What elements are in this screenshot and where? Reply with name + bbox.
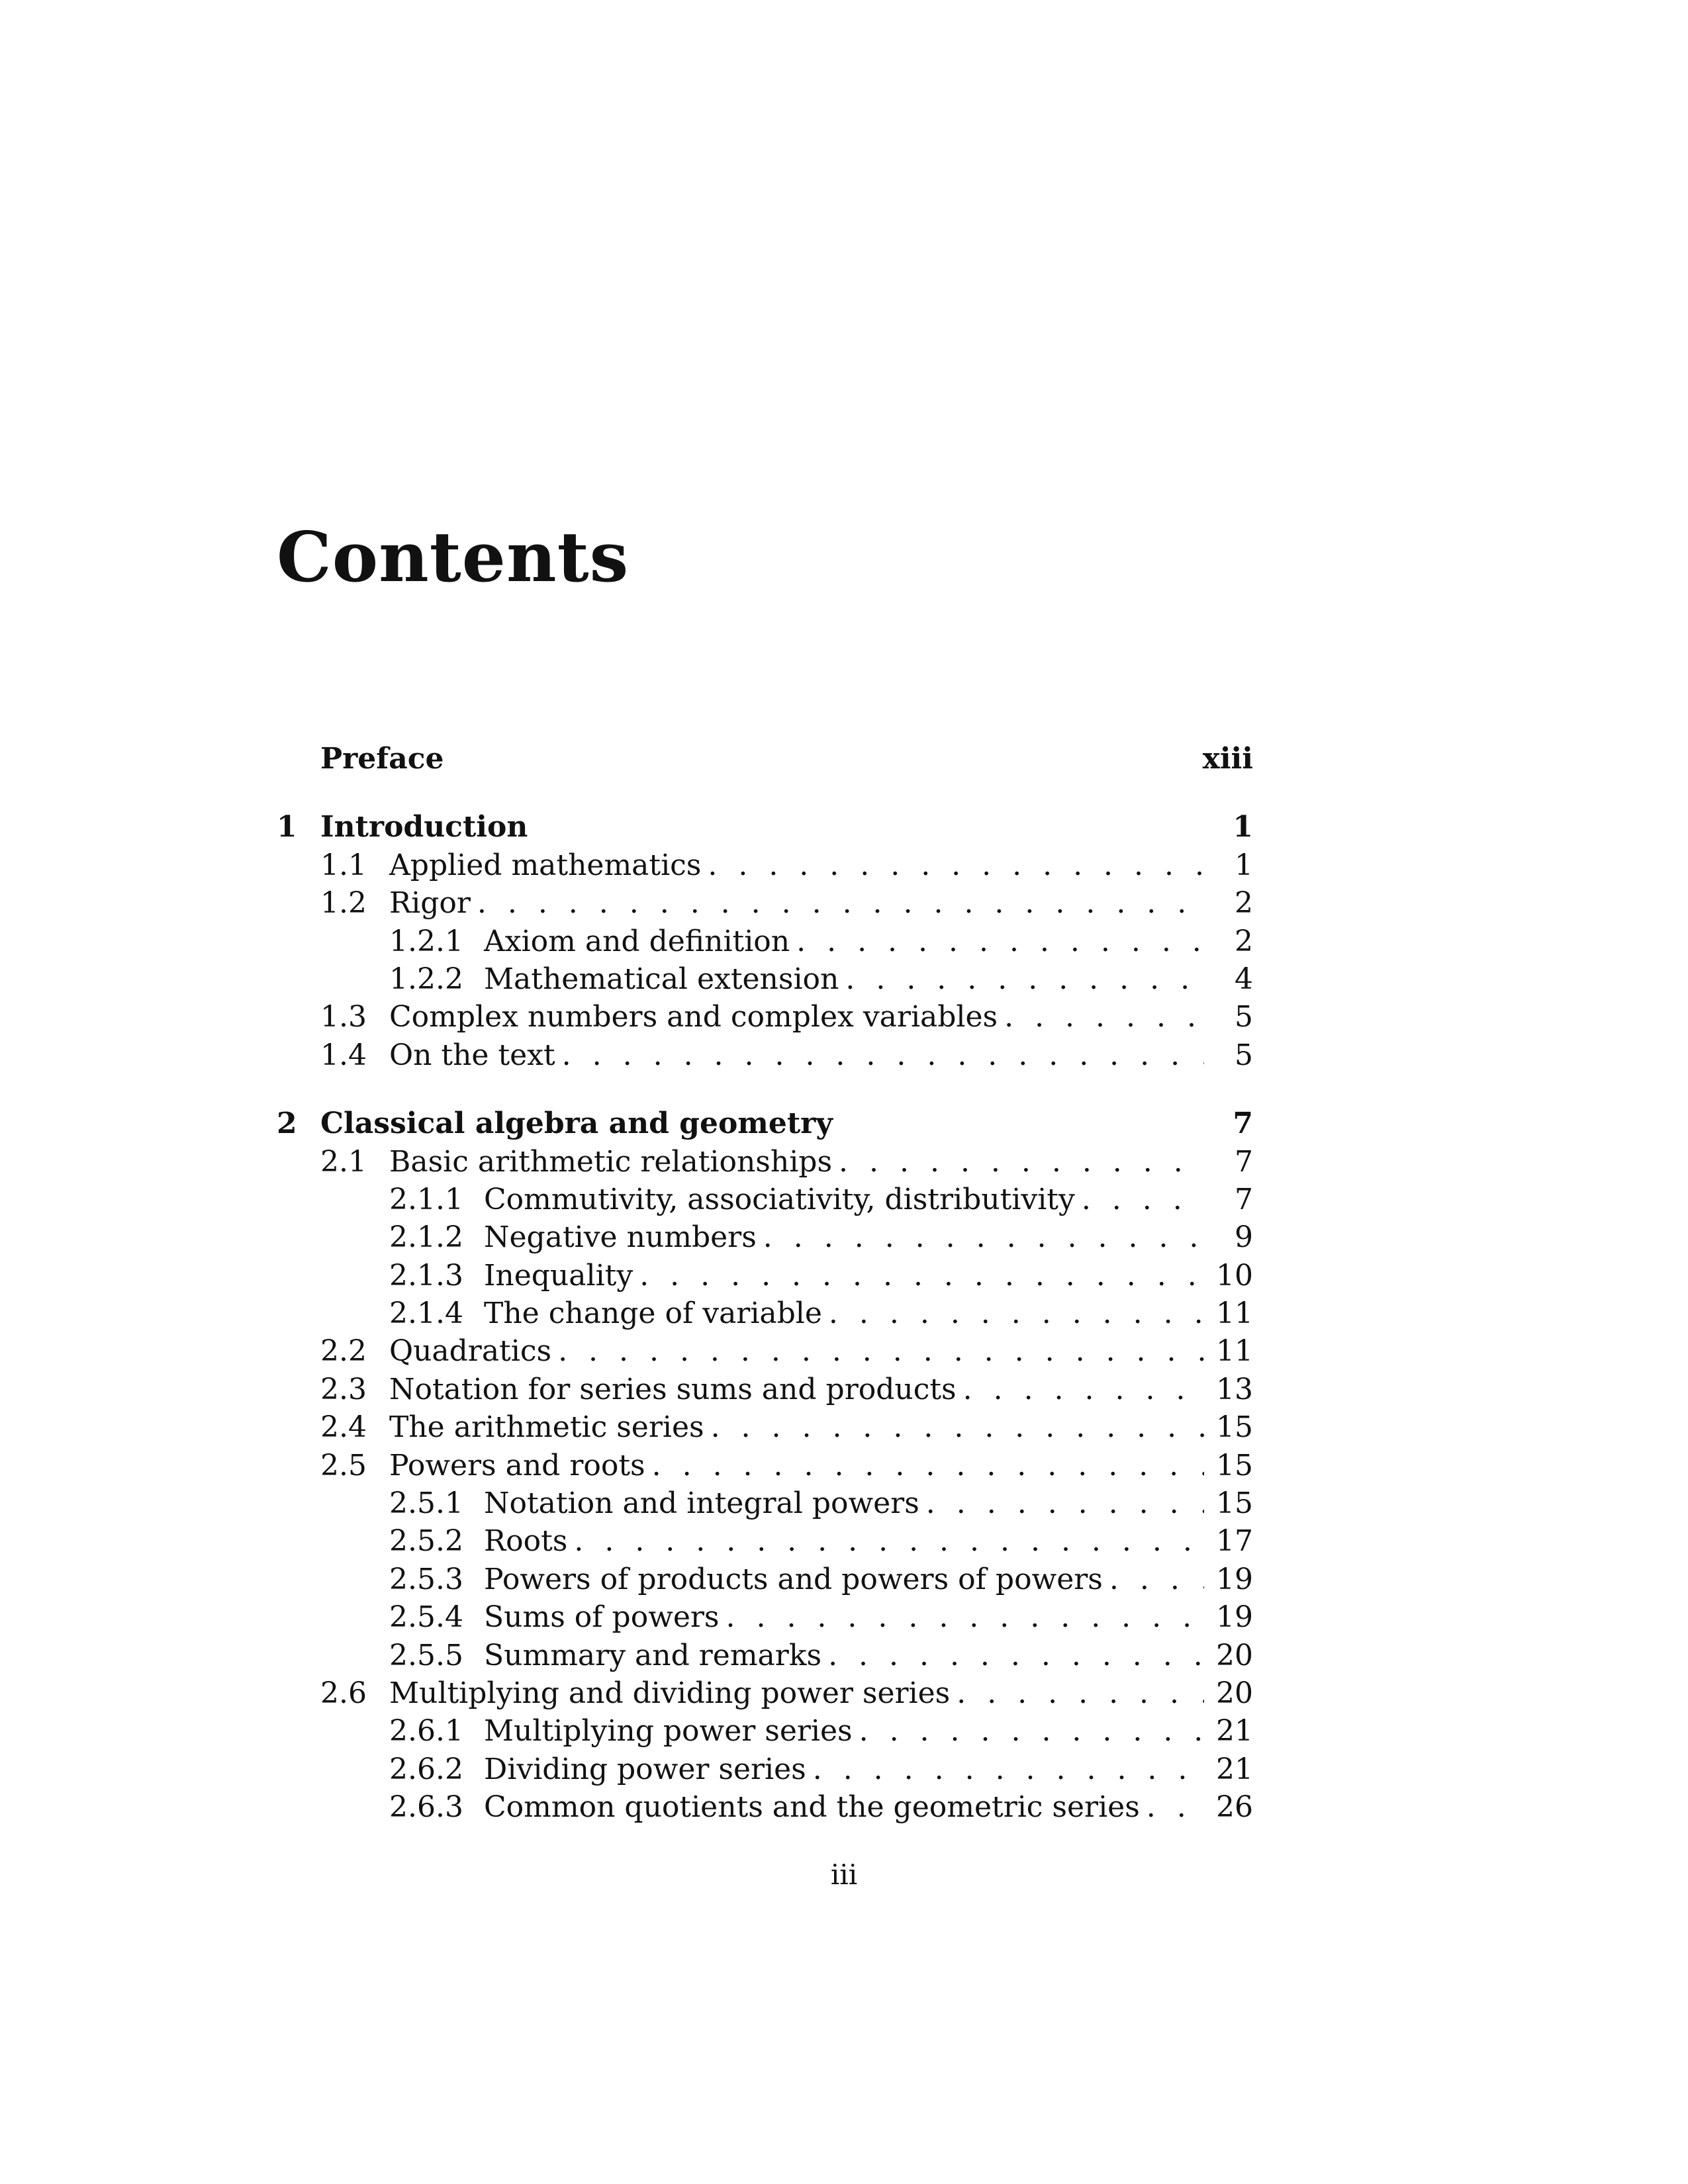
toc-entry-title: Rigor (389, 886, 471, 921)
toc-dot-leader (652, 1447, 1204, 1484)
toc-entry-title: Multiplying and dividing power series (389, 1676, 951, 1710)
toc-dot-leader (562, 1036, 1204, 1074)
toc-entry-number: 2.5.2 (389, 1524, 463, 1559)
toc-entry-title: Negative numbers (484, 1220, 757, 1255)
toc-entry-number: 2.1 (320, 1144, 367, 1179)
toc-entry-page: 10 (1216, 1258, 1253, 1293)
toc-dot-leader (813, 1751, 1204, 1788)
toc-dot-leader (574, 1522, 1204, 1560)
toc-entry-number: 1 (277, 810, 297, 844)
toc-entry-page: 7 (1233, 1107, 1253, 1141)
toc-entry-number: 2.5.5 (389, 1638, 463, 1672)
toc-dot-leader (859, 1712, 1204, 1750)
toc-entry-title: Inequality (484, 1258, 633, 1293)
toc-dot-leader (711, 1408, 1204, 1446)
toc-entry-page: 5 (1235, 1038, 1253, 1072)
toc-chapter-entry[interactable] (277, 1105, 1253, 1142)
toc-entry-page: 5 (1235, 1000, 1253, 1034)
toc-section-entry[interactable] (277, 1181, 1253, 1218)
toc-entry-title: Multiplying power series (484, 1714, 853, 1749)
toc-entry-page: 9 (1235, 1220, 1253, 1255)
toc-section-entry[interactable] (277, 1712, 1253, 1750)
toc-dot-leader (639, 1257, 1204, 1295)
toc-entry-number: 2.5.1 (389, 1486, 463, 1521)
toc-entry-title: Introduction (320, 810, 528, 844)
toc-dot-leader (1147, 1788, 1204, 1826)
toc-entry-page: 20 (1216, 1638, 1253, 1672)
toc-dot-leader (1109, 1561, 1204, 1598)
toc-entry-page: 1 (1235, 848, 1253, 882)
toc-entry-page: 7 (1235, 1182, 1253, 1216)
toc-section-entry[interactable] (277, 884, 1253, 922)
toc-entry-title: Roots (484, 1524, 568, 1559)
toc-entry-number: 1.4 (320, 1038, 367, 1072)
toc-section-entry[interactable] (277, 1788, 1253, 1826)
toc-entry-page: 26 (1216, 1790, 1253, 1825)
toc-entry-number: 1.2 (320, 886, 367, 921)
toc-entry-number: 1.3 (320, 1000, 367, 1034)
toc-dot-leader (558, 1332, 1204, 1370)
toc-section-entry[interactable] (277, 960, 1253, 998)
toc-entry-title: Axiom and definition (484, 924, 790, 958)
toc-entry-title: Common quotients and the geometric series (484, 1790, 1140, 1825)
toc-entry-number: 2.4 (320, 1410, 367, 1445)
toc-entry-title: Notation for series sums and products (389, 1372, 957, 1406)
toc-entry-page: 17 (1216, 1524, 1253, 1559)
toc-entry-title: Powers of products and powers of powers (484, 1562, 1103, 1596)
toc-entry-title: The change of variable (484, 1297, 822, 1331)
toc-entry-page: 11 (1216, 1334, 1253, 1369)
toc-section-entry[interactable] (277, 1484, 1253, 1522)
toc-entry-number: 1.1 (320, 848, 367, 882)
toc-entry-title: Dividing power series (484, 1752, 806, 1786)
toc-entry-page: 7 (1235, 1144, 1253, 1179)
toc-entry-title: Applied mathematics (389, 848, 702, 882)
toc-entry-page: 2 (1235, 886, 1253, 921)
toc-section-entry[interactable] (277, 1561, 1253, 1598)
toc-entry-title: On the text (389, 1038, 555, 1072)
toc-dot-leader (963, 1371, 1204, 1408)
toc-section-entry[interactable] (277, 1257, 1253, 1295)
table-of-contents (277, 740, 1253, 1827)
toc-entry-title: Preface (320, 742, 444, 776)
toc-entry-title: Commutivity, associativity, distributivity (484, 1182, 1075, 1216)
toc-entry-number: 1.2.2 (389, 962, 463, 996)
toc-entry-page: 19 (1216, 1562, 1253, 1596)
toc-entry-page: 13 (1216, 1372, 1253, 1406)
toc-chapter-entry[interactable] (277, 740, 1253, 778)
toc-section-entry[interactable] (277, 1036, 1253, 1074)
toc-dot-leader (726, 1598, 1204, 1636)
toc-dot-leader (829, 1295, 1204, 1332)
toc-entry-number: 2.1.3 (389, 1258, 463, 1293)
toc-entry-title: The arithmetic series (389, 1410, 704, 1445)
toc-entry-number: 2.6.2 (389, 1752, 463, 1786)
toc-dot-leader (763, 1218, 1204, 1256)
toc-entry-number: 2.5.3 (389, 1562, 463, 1596)
page-title: Contents (277, 516, 630, 598)
toc-section-entry[interactable] (277, 1637, 1253, 1674)
toc-section-entry[interactable] (277, 846, 1253, 884)
toc-dot-leader (839, 1143, 1204, 1181)
toc-entry-page: 20 (1216, 1676, 1253, 1710)
toc-entry-page: 4 (1235, 962, 1253, 996)
toc-dot-leader (1004, 998, 1204, 1036)
toc-entry-page: 21 (1216, 1714, 1253, 1749)
toc-section-entry[interactable] (277, 1674, 1253, 1712)
toc-section-entry[interactable] (277, 1447, 1253, 1484)
toc-entry-title: Notation and integral powers (484, 1486, 919, 1521)
toc-entry-title: Summary and remarks (484, 1638, 822, 1672)
toc-section-entry[interactable] (277, 1751, 1253, 1788)
toc-section-entry[interactable] (277, 1522, 1253, 1560)
toc-entry-number: 2.5 (320, 1448, 367, 1482)
toc-dot-leader (708, 846, 1204, 884)
toc-entry-page: 21 (1216, 1752, 1253, 1786)
toc-entry-number: 2.5.4 (389, 1600, 463, 1635)
toc-entry-title: Quadratics (389, 1334, 552, 1369)
toc-entry-title: Mathematical extension (484, 962, 839, 996)
toc-entry-page: 15 (1216, 1448, 1253, 1482)
toc-entry-title: Sums of powers (484, 1600, 720, 1635)
toc-entry-title: Powers and roots (389, 1448, 645, 1482)
toc-entry-page: 2 (1235, 924, 1253, 958)
toc-entry-number: 2.6.1 (389, 1714, 463, 1749)
toc-entry-number: 2.1.1 (389, 1182, 463, 1216)
toc-section-entry[interactable] (277, 998, 1253, 1036)
toc-dot-leader (477, 884, 1204, 922)
toc-entry-page: xiii (1202, 742, 1253, 776)
toc-entry-number: 2.6.3 (389, 1790, 463, 1825)
toc-dot-leader (796, 923, 1204, 960)
toc-entry-number: 2.6 (320, 1676, 367, 1710)
toc-entry-page: 1 (1233, 810, 1253, 844)
toc-dot-leader (828, 1637, 1204, 1674)
toc-section-entry[interactable] (277, 1295, 1253, 1332)
toc-dot-leader (845, 960, 1204, 998)
toc-entry-number: 2 (277, 1107, 297, 1141)
toc-entry-page: 11 (1216, 1297, 1253, 1331)
toc-entry-title: Basic arithmetic relationships (389, 1144, 833, 1179)
toc-entry-number: 2.1.4 (389, 1297, 463, 1331)
toc-section-entry[interactable] (277, 1332, 1253, 1370)
toc-entry-title: Classical algebra and geometry (320, 1107, 833, 1141)
toc-entry-page: 19 (1216, 1600, 1253, 1635)
toc-dot-leader (1082, 1181, 1204, 1218)
toc-entry-title: Complex numbers and complex variables (389, 1000, 998, 1034)
toc-entry-number: 2.3 (320, 1372, 367, 1406)
toc-section-entry[interactable] (277, 923, 1253, 960)
toc-entry-page: 15 (1216, 1410, 1253, 1445)
toc-section-entry[interactable] (277, 1371, 1253, 1408)
toc-section-entry[interactable] (277, 1218, 1253, 1256)
toc-entry-number: 2.2 (320, 1334, 367, 1369)
toc-dot-leader (957, 1674, 1204, 1712)
toc-section-entry[interactable] (277, 1143, 1253, 1181)
toc-section-entry[interactable] (277, 1598, 1253, 1636)
toc-entry-page: 15 (1216, 1486, 1253, 1521)
toc-chapter-entry[interactable] (277, 808, 1253, 846)
toc-dot-leader (926, 1484, 1204, 1522)
toc-section-entry[interactable] (277, 1408, 1253, 1446)
toc-entry-number: 2.1.2 (389, 1220, 463, 1255)
toc-entry-number: 1.2.1 (389, 924, 463, 958)
page-number: iii (830, 1858, 858, 1891)
